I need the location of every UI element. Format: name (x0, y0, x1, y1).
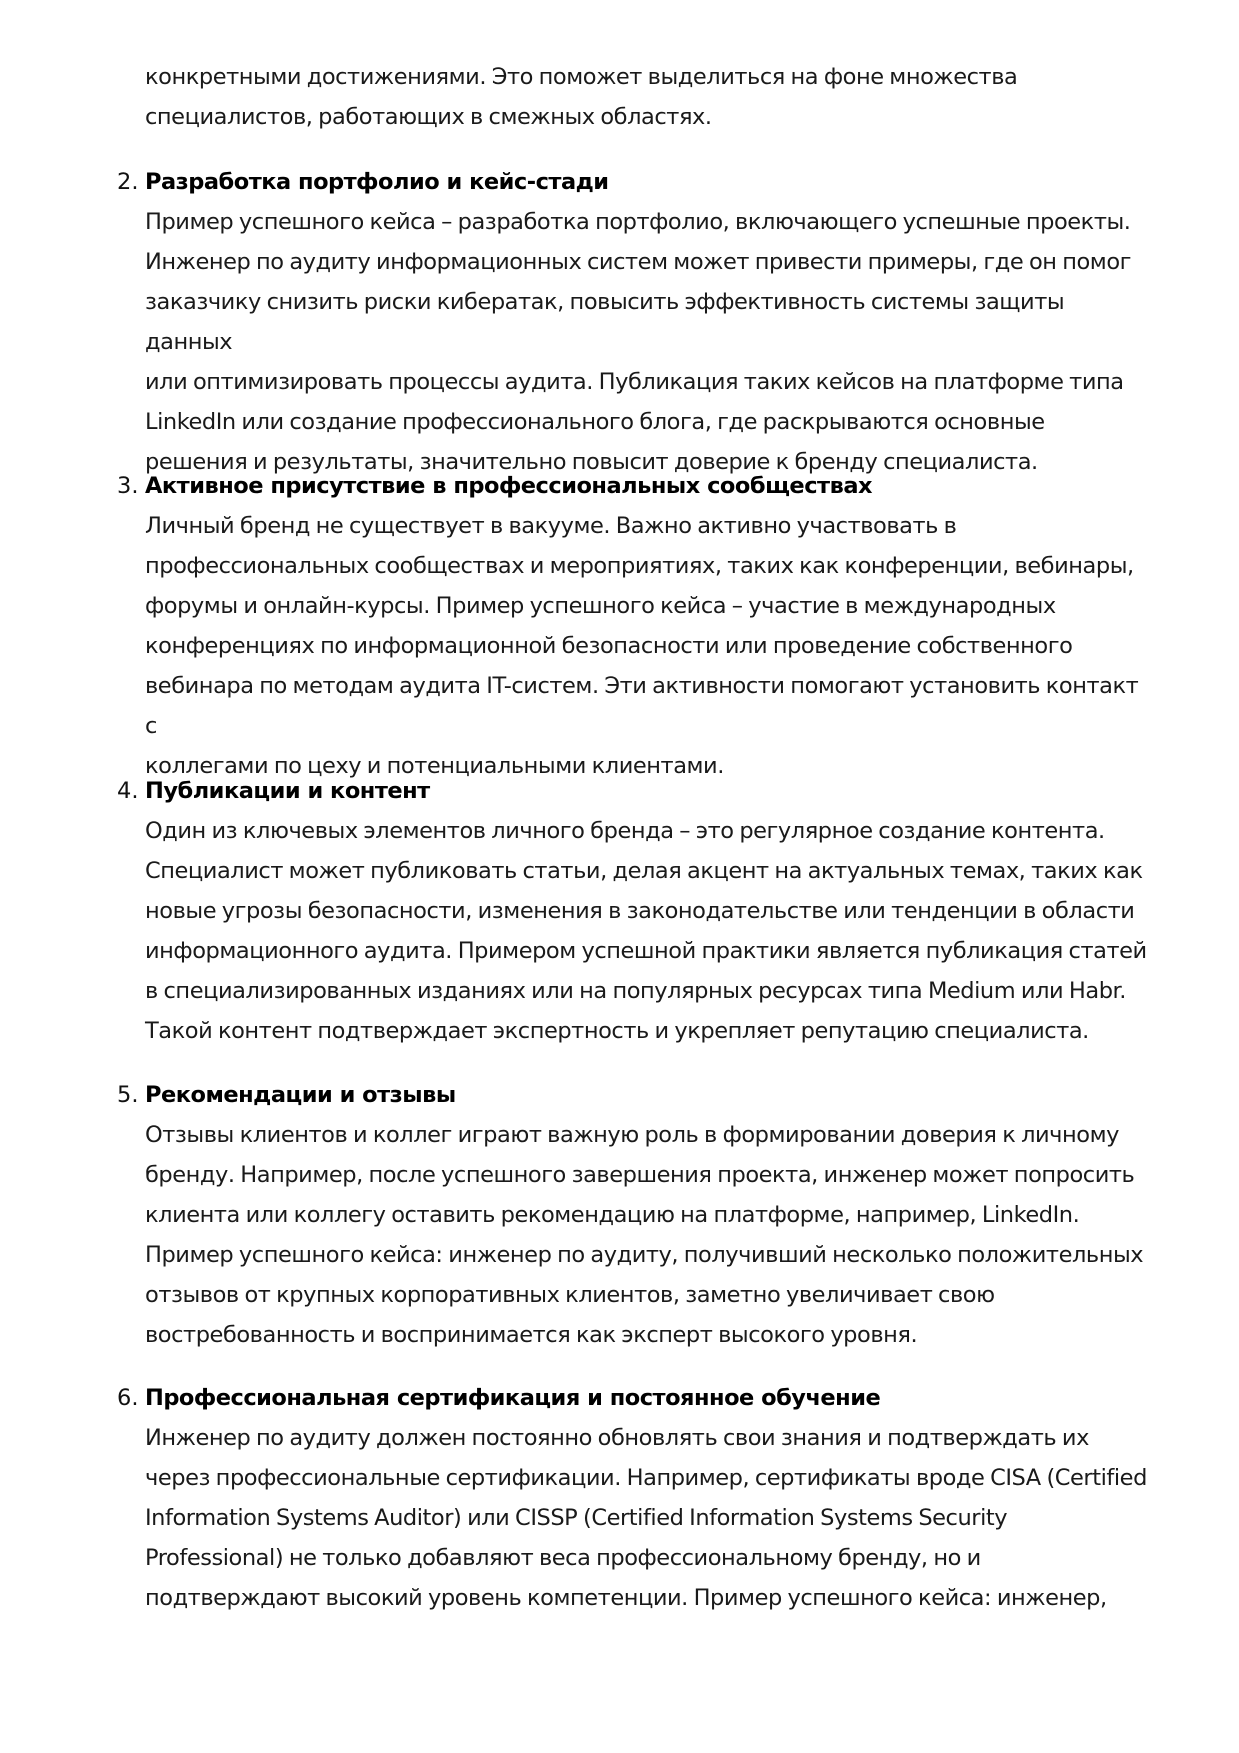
list-item-body (145, 1418, 1155, 1618)
intro-line: специалистов, работающих в смежных областях. (145, 104, 712, 130)
list-item-body (145, 202, 1155, 482)
body-line: Личный бренд не существует в вакууме. Важно активно участвовать в (145, 513, 957, 539)
body-line: клиента или коллегу оставить рекомендацию на платформе, например, LinkedIn. (145, 1202, 1080, 1228)
list-item-body (145, 1115, 1155, 1355)
body-line: новые угрозы безопасности, изменения в законодательстве или тенденции в области (145, 898, 1135, 924)
body-line: конференциях по информационной безопасности или проведение собственного (145, 633, 1073, 659)
body-line: форумы и онлайн-курсы. Пример успешного кейса – участие в международных (145, 593, 1056, 619)
body-line: через профессиональные сертификации. Например, сертификаты вроде CISA (Certified (145, 1465, 1147, 1491)
list-item-body (145, 811, 1155, 1051)
body-line: вебинара по методам аудита IT-систем. Эти активности помогают установить контакт с (145, 673, 1139, 739)
body-line: профессиональных сообществах и мероприятиях, таких как конференции, вебинары, (145, 553, 1134, 579)
body-line: в специализированных изданиях или на популярных ресурсах типа Medium или Habr. (145, 978, 1126, 1004)
list-item-heading: Рекомендации и отзывы (145, 1082, 456, 1108)
body-line: заказчику снизить риски кибератак, повысить эффективность системы защиты данных (145, 289, 1065, 355)
body-line: Такой контент подтверждает экспертность и укрепляет репутацию специалиста. (145, 1018, 1089, 1044)
body-line: отзывов от крупных корпоративных клиентов, заметно увеличивает свою (145, 1282, 995, 1308)
intro-paragraph (145, 57, 1155, 137)
list-item-number: 5. (117, 1082, 139, 1108)
body-line: Специалист может публиковать статьи, делая акцент на актуальных темах, таких как (145, 858, 1143, 884)
body-line: бренду. Например, после успешного завершения проекта, инженер может попросить (145, 1162, 1135, 1188)
body-line: Отзывы клиентов и коллег играют важную роль в формировании доверия к личному (145, 1122, 1119, 1148)
body-line: Инженер по аудиту информационных систем может привести примеры, где он помог (145, 249, 1132, 275)
body-line: Professional) не только добавляют веса профессиональному бренду, но и (145, 1545, 981, 1571)
list-item-number: 2. (117, 169, 139, 195)
body-line: или оптимизировать процессы аудита. Публикация таких кейсов на платформе типа (145, 369, 1124, 395)
list-item-body (145, 506, 1155, 786)
body-line: востребованность и воспринимается как эксперт высокого уровня. (145, 1322, 918, 1348)
body-line: Пример успешного кейса – разработка портфолио, включающего успешные проекты. (145, 209, 1131, 235)
list-item-heading: Профессиональная сертификация и постоянное обучение (145, 1385, 881, 1411)
list-item-heading: Активное присутствие в профессиональных сообществах (145, 473, 873, 499)
list-item-number: 6. (117, 1385, 139, 1411)
list-item-heading: Публикации и контент (145, 778, 430, 804)
body-line: Один из ключевых элементов личного бренда – это регулярное создание контента. (145, 818, 1105, 844)
list-item-number: 3. (117, 473, 139, 499)
body-line: информационного аудита. Примером успешной практики является публикация статей (145, 938, 1147, 964)
body-line: Information Systems Auditor) или CISSP (Certified Information Systems Security (145, 1505, 1008, 1531)
body-line: LinkedIn или создание профессионального блога, где раскрываются основные (145, 409, 1045, 435)
list-item-number: 4. (117, 778, 139, 804)
body-line: Пример успешного кейса: инженер по аудиту, получивший несколько положительных (145, 1242, 1144, 1268)
body-line: Инженер по аудиту должен постоянно обновлять свои знания и подтверждать их (145, 1425, 1089, 1451)
body-line: решения и результаты, значительно повысит доверие к бренду специалиста. (145, 449, 1038, 475)
body-line: коллегами по цеху и потенциальными клиентами. (145, 753, 724, 779)
body-line: подтверждают высокий уровень компетенции. Пример успешного кейса: инженер, (145, 1585, 1107, 1611)
intro-line: конкретными достижениями. Это поможет выделиться на фоне множества (145, 64, 1018, 90)
list-item-heading: Разработка портфолио и кейс-стади (145, 169, 609, 195)
